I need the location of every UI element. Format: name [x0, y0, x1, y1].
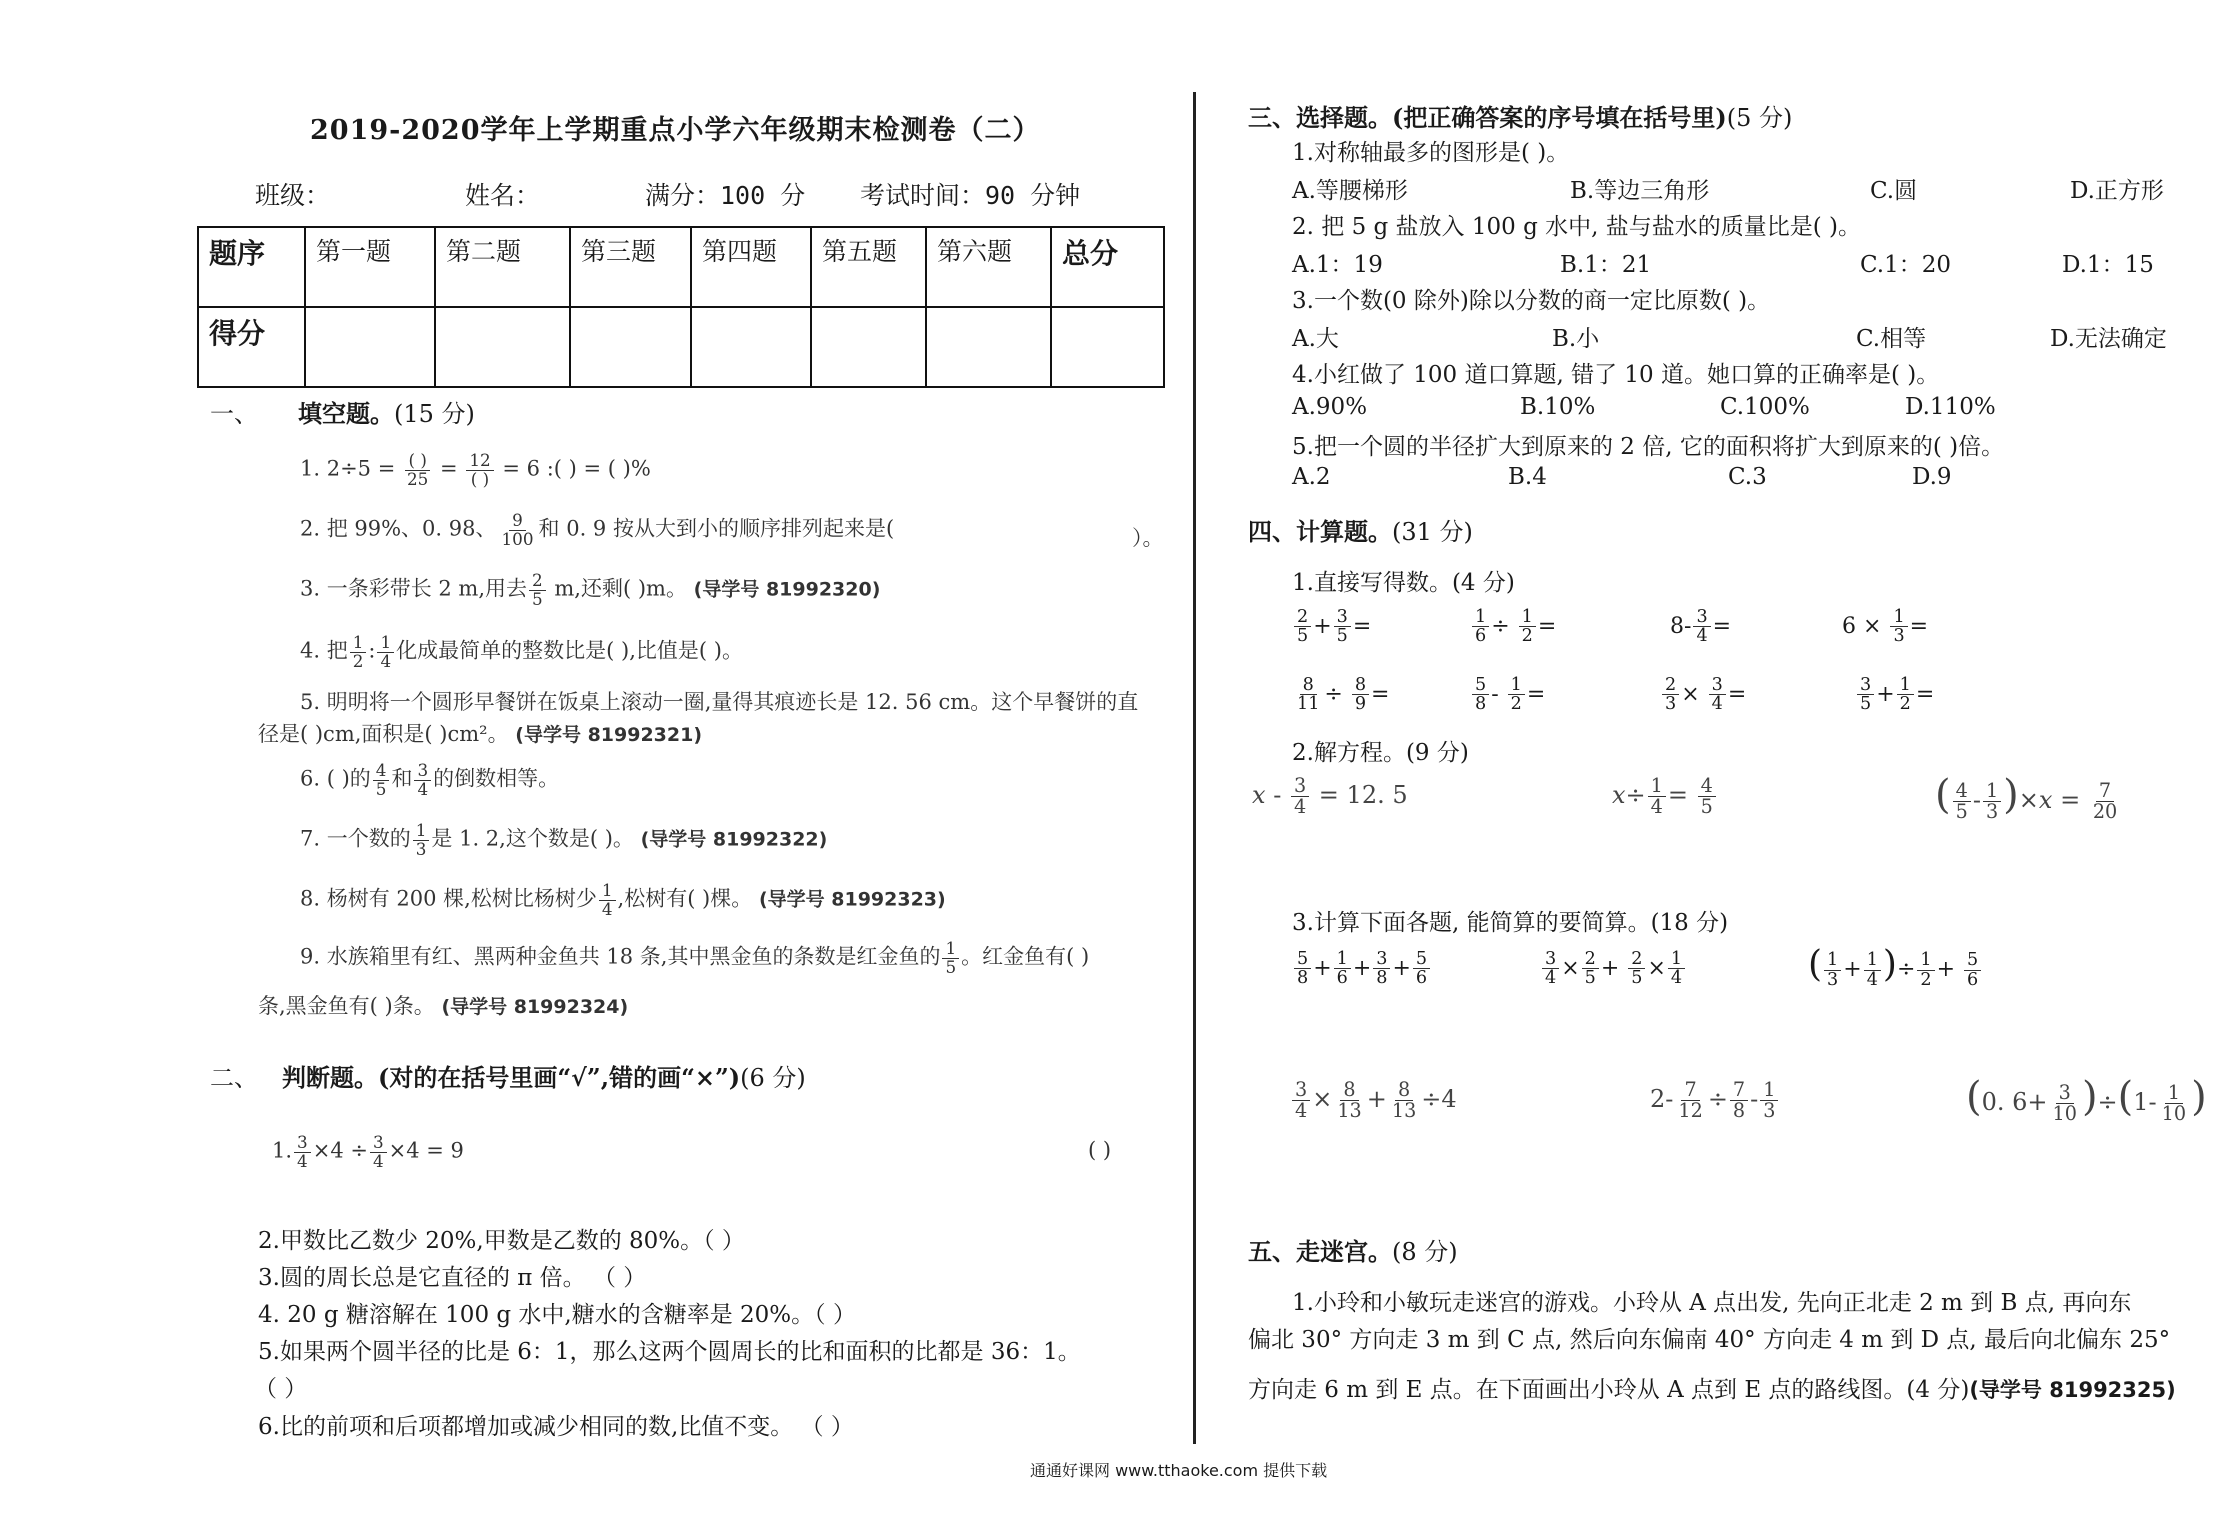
- score-cell[interactable]: [570, 307, 691, 387]
- option: C.圆: [1870, 178, 1918, 204]
- option: D.110%: [1905, 394, 1996, 420]
- option: D.9: [1912, 464, 1952, 490]
- question-2-5-paren[interactable]: （ ）: [254, 1376, 308, 1402]
- section-heading: 判断题。(对的在括号里画“√”,错的画“×”)(6 分): [282, 1063, 806, 1092]
- question-2-2: 2.甲数比乙数少 20%,甲数是乙数的 80%。（ ）: [258, 1228, 745, 1254]
- question-1-5-cont: 径是( )cm,面积是( )cm²。 (导学号 81992321): [258, 722, 703, 746]
- calc-item: ( $\frac{1}{3}$ + $\frac{1}{4}$ )÷ $\frac{1}{2}$ + $\frac{5}{6}$: [1808, 944, 1983, 989]
- section-heading: 四、计算题。(31 分): [1248, 517, 1473, 546]
- score-cell[interactable]: [691, 307, 811, 387]
- footer: 通通好课网 www.tthaoke.com 提供下载: [1030, 1461, 1328, 1480]
- option: A.2: [1292, 464, 1331, 490]
- calc-item: $\frac{8}{11}$ ÷ $\frac{8}{9}$ =: [1297, 675, 1390, 715]
- calc-item: 8- $\frac{3}{4}$ =: [1670, 607, 1732, 647]
- score-header: 第三题: [570, 227, 691, 307]
- option: D.1：15: [2062, 252, 2154, 278]
- calc-item: $\frac{3}{5}$ + $\frac{1}{2}$ =: [1855, 676, 1934, 714]
- section-heading: 五、走迷宫。(8 分): [1248, 1237, 1458, 1266]
- question-2-1: 1. $\frac{3}{4}$ ×4 ÷ $\frac{3}{4}$ ×4 = 9: [272, 1132, 464, 1171]
- calc-item: $\frac{2}{5}$ + $\frac{3}{5}$ =: [1292, 608, 1371, 646]
- option: A.大: [1292, 326, 1339, 352]
- score-table: [197, 226, 1165, 388]
- section-heading: 三、选择题。(把正确答案的序号填在括号里)(5 分): [1248, 103, 1793, 132]
- calc-item: (0. 6+ $\frac{3}{10}$ )÷(1- $\frac{1}{10}$ ): [1966, 1074, 2207, 1125]
- question-1-2: 2. 把 99%、0. 98、 $\frac{9}{100}$ 和 0. 9 按从大到小的顺序排列起来是(: [300, 510, 895, 549]
- calc-item: $\frac{2}{3}$ × $\frac{3}{4}$ =: [1660, 676, 1746, 714]
- score-cell[interactable]: [1051, 307, 1164, 387]
- name-label: 姓名：: [465, 181, 541, 210]
- calc-item: $\frac{3}{4}$ × $\frac{2}{5}$ + $\frac{2}{5}$ × $\frac{1}{4}$: [1540, 950, 1687, 988]
- question-2-6: 6.比的前项和后项都增加或减少相同的数,比值不变。 （ ）: [258, 1414, 854, 1440]
- question-1-9: 9. 水族箱里有红、黑两种金鱼共 18 条,其中黑金鱼的条数是红金鱼的 $\frac{1}{5}$ 。红金鱼有( ): [300, 938, 1090, 977]
- section-heading: 填空题。(15 分): [298, 399, 475, 428]
- option: B.10%: [1520, 394, 1596, 420]
- equation: x÷ $\frac{1}{4}$ = $\frac{4}{5}$: [1612, 776, 1718, 817]
- equation: x - $\frac{3}{4}$ = 12. 5: [1252, 774, 1408, 819]
- question-3-2: 2. 把 5 g 盐放入 100 g 水中, 盐与盐水的质量比是( )。: [1292, 214, 1861, 240]
- part-heading: 1.直接写得数。(4 分): [1292, 570, 1515, 596]
- calc-item: $\frac{1}{6}$ ÷ $\frac{1}{2}$ =: [1470, 608, 1556, 646]
- option: A.等腰梯形: [1292, 178, 1408, 204]
- question-2-3: 3.圆的周长总是它直径的 π 倍。 （ ）: [258, 1265, 647, 1291]
- option: C.100%: [1720, 394, 1810, 420]
- calc-item: 6 × $\frac{1}{3}$ =: [1842, 607, 1929, 647]
- option: D.无法确定: [2050, 326, 2167, 352]
- column-divider: [1193, 92, 1196, 1444]
- maze-text-line: 偏北 30° 方向走 3 m 到 C 点, 然后向东偏南 40° 方向走 4 m 到 D 点, 最后向北偏东 25°: [1248, 1327, 2171, 1353]
- section-number: 一、: [210, 400, 258, 428]
- option: C.3: [1728, 464, 1767, 490]
- option: A.90%: [1292, 394, 1368, 420]
- score-cell[interactable]: [435, 307, 570, 387]
- full-score: 满分：100 分: [645, 181, 806, 210]
- question-3-4: 4.小红做了 100 道口算题, 错了 10 道。她口算的正确率是( )。: [1292, 362, 1940, 388]
- question-2-4: 4. 20 g 糖溶解在 100 g 水中,糖水的含糖率是 20%。（ ）: [258, 1302, 856, 1328]
- question-1-4: 4. 把 $\frac{1}{2}$ : $\frac{1}{4}$ 化成最简单的整数比是( ),比值是( )。: [300, 632, 743, 671]
- score-cell[interactable]: [926, 307, 1051, 387]
- score-header: 第五题: [811, 227, 926, 307]
- score-header: 第四题: [691, 227, 811, 307]
- answer-paren[interactable]: ( ): [1088, 1138, 1112, 1162]
- score-header: 第六题: [926, 227, 1051, 307]
- maze-text-line: 1.小玲和小敏玩走迷宫的游戏。小玲从 A 点出发, 先向正北走 2 m 到 B 点, 再向东: [1292, 1290, 2132, 1316]
- score-header: 第二题: [435, 227, 570, 307]
- question-1-6: 6. ( )的 $\frac{4}{5}$ 和 $\frac{3}{4}$ 的倒数相等。: [300, 760, 560, 799]
- score-header: 题序: [198, 227, 305, 307]
- option: B.等边三角形: [1570, 178, 1710, 204]
- question-1-3: 3. 一条彩带长 2 m,用去 $\frac{2}{5}$ m,还剩( )m。 (导学号 81992320): [300, 570, 881, 609]
- option: B.小: [1552, 326, 1600, 352]
- part-heading: 2.解方程。(9 分): [1292, 740, 1469, 766]
- question-1-1: 1. 2÷5 = $\frac{( )}{25}$ = $\frac{12}{( )}$ = 6 :( ) = ( )%: [300, 450, 651, 489]
- section-number: 二、: [210, 1064, 258, 1092]
- score-row-label: 得分: [198, 307, 305, 387]
- part-heading: 3.计算下面各题, 能简算的要简算。(18 分): [1292, 910, 1729, 936]
- calc-item: $\frac{5}{8}$ + $\frac{1}{6}$ + $\frac{3}{8}$ + $\frac{5}{6}$: [1292, 950, 1432, 988]
- option: C.相等: [1856, 326, 1927, 352]
- question-3-5: 5.把一个圆的半径扩大到原来的 2 倍, 它的面积将扩大到原来的( )倍。: [1292, 434, 2005, 460]
- question-1-5: 5. 明明将一个圆形早餐饼在饭桌上滚动一圈,量得其痕迹长是 12. 56 cm。这个早餐饼的直: [300, 690, 1139, 714]
- exam-time: 考试时间：90 分钟: [860, 181, 1081, 210]
- score-header: 第一题: [305, 227, 435, 307]
- question-3-1: 1.对称轴最多的图形是( )。: [1292, 140, 1570, 166]
- option: B.4: [1508, 464, 1547, 490]
- class-label: 班级：: [255, 181, 331, 210]
- maze-text-line: 方向走 6 m 到 E 点。在下面画出小玲从 A 点到 E 点的路线图。(4 分)(导学号 81992325): [1248, 1377, 2176, 1403]
- question-3-3: 3.一个数(0 除外)除以分数的商一定比原数( )。: [1292, 288, 1771, 314]
- equation: ( $\frac{4}{5}$ - $\frac{1}{3}$ )×x = $\frac{7}{20}$: [1935, 772, 2118, 823]
- score-cell[interactable]: [811, 307, 926, 387]
- score-header: 总分: [1051, 227, 1164, 307]
- option: D.正方形: [2070, 178, 2164, 204]
- option: B.1：21: [1560, 252, 1652, 278]
- question-2-5: 5.如果两个圆半径的比是 6：1，那么这两个圆周长的比和面积的比都是 36：1。: [258, 1339, 1081, 1365]
- question-1-2-end: ）。: [1132, 526, 1164, 550]
- option: C.1：20: [1860, 252, 1951, 278]
- calc-item: 2- $\frac{7}{12}$ ÷ $\frac{7}{8}$ - $\frac{1}{3}$: [1650, 1080, 1780, 1121]
- question-1-7: 7. 一个数的 $\frac{1}{3}$ 是 1. 2,这个数是( )。 (导学号 81992322): [300, 820, 828, 859]
- question-1-8: 8. 杨树有 200 棵,松树比杨树少 $\frac{1}{4}$ ,松树有( )棵。 (导学号 81992323): [300, 880, 946, 919]
- calc-item: $\frac{5}{8}$ - $\frac{1}{2}$ =: [1470, 676, 1545, 714]
- calc-item: $\frac{3}{4}$ × $\frac{8}{13}$ + $\frac{8}{13}$ ÷4: [1290, 1080, 1457, 1121]
- question-1-9-cont: 条,黑金鱼有( )条。 (导学号 81992324): [258, 994, 629, 1018]
- score-cell[interactable]: [305, 307, 435, 387]
- exam-title: 2019-2020学年上学期重点小学六年级期末检测卷（二）: [310, 115, 1041, 146]
- option: A.1：19: [1292, 252, 1383, 278]
